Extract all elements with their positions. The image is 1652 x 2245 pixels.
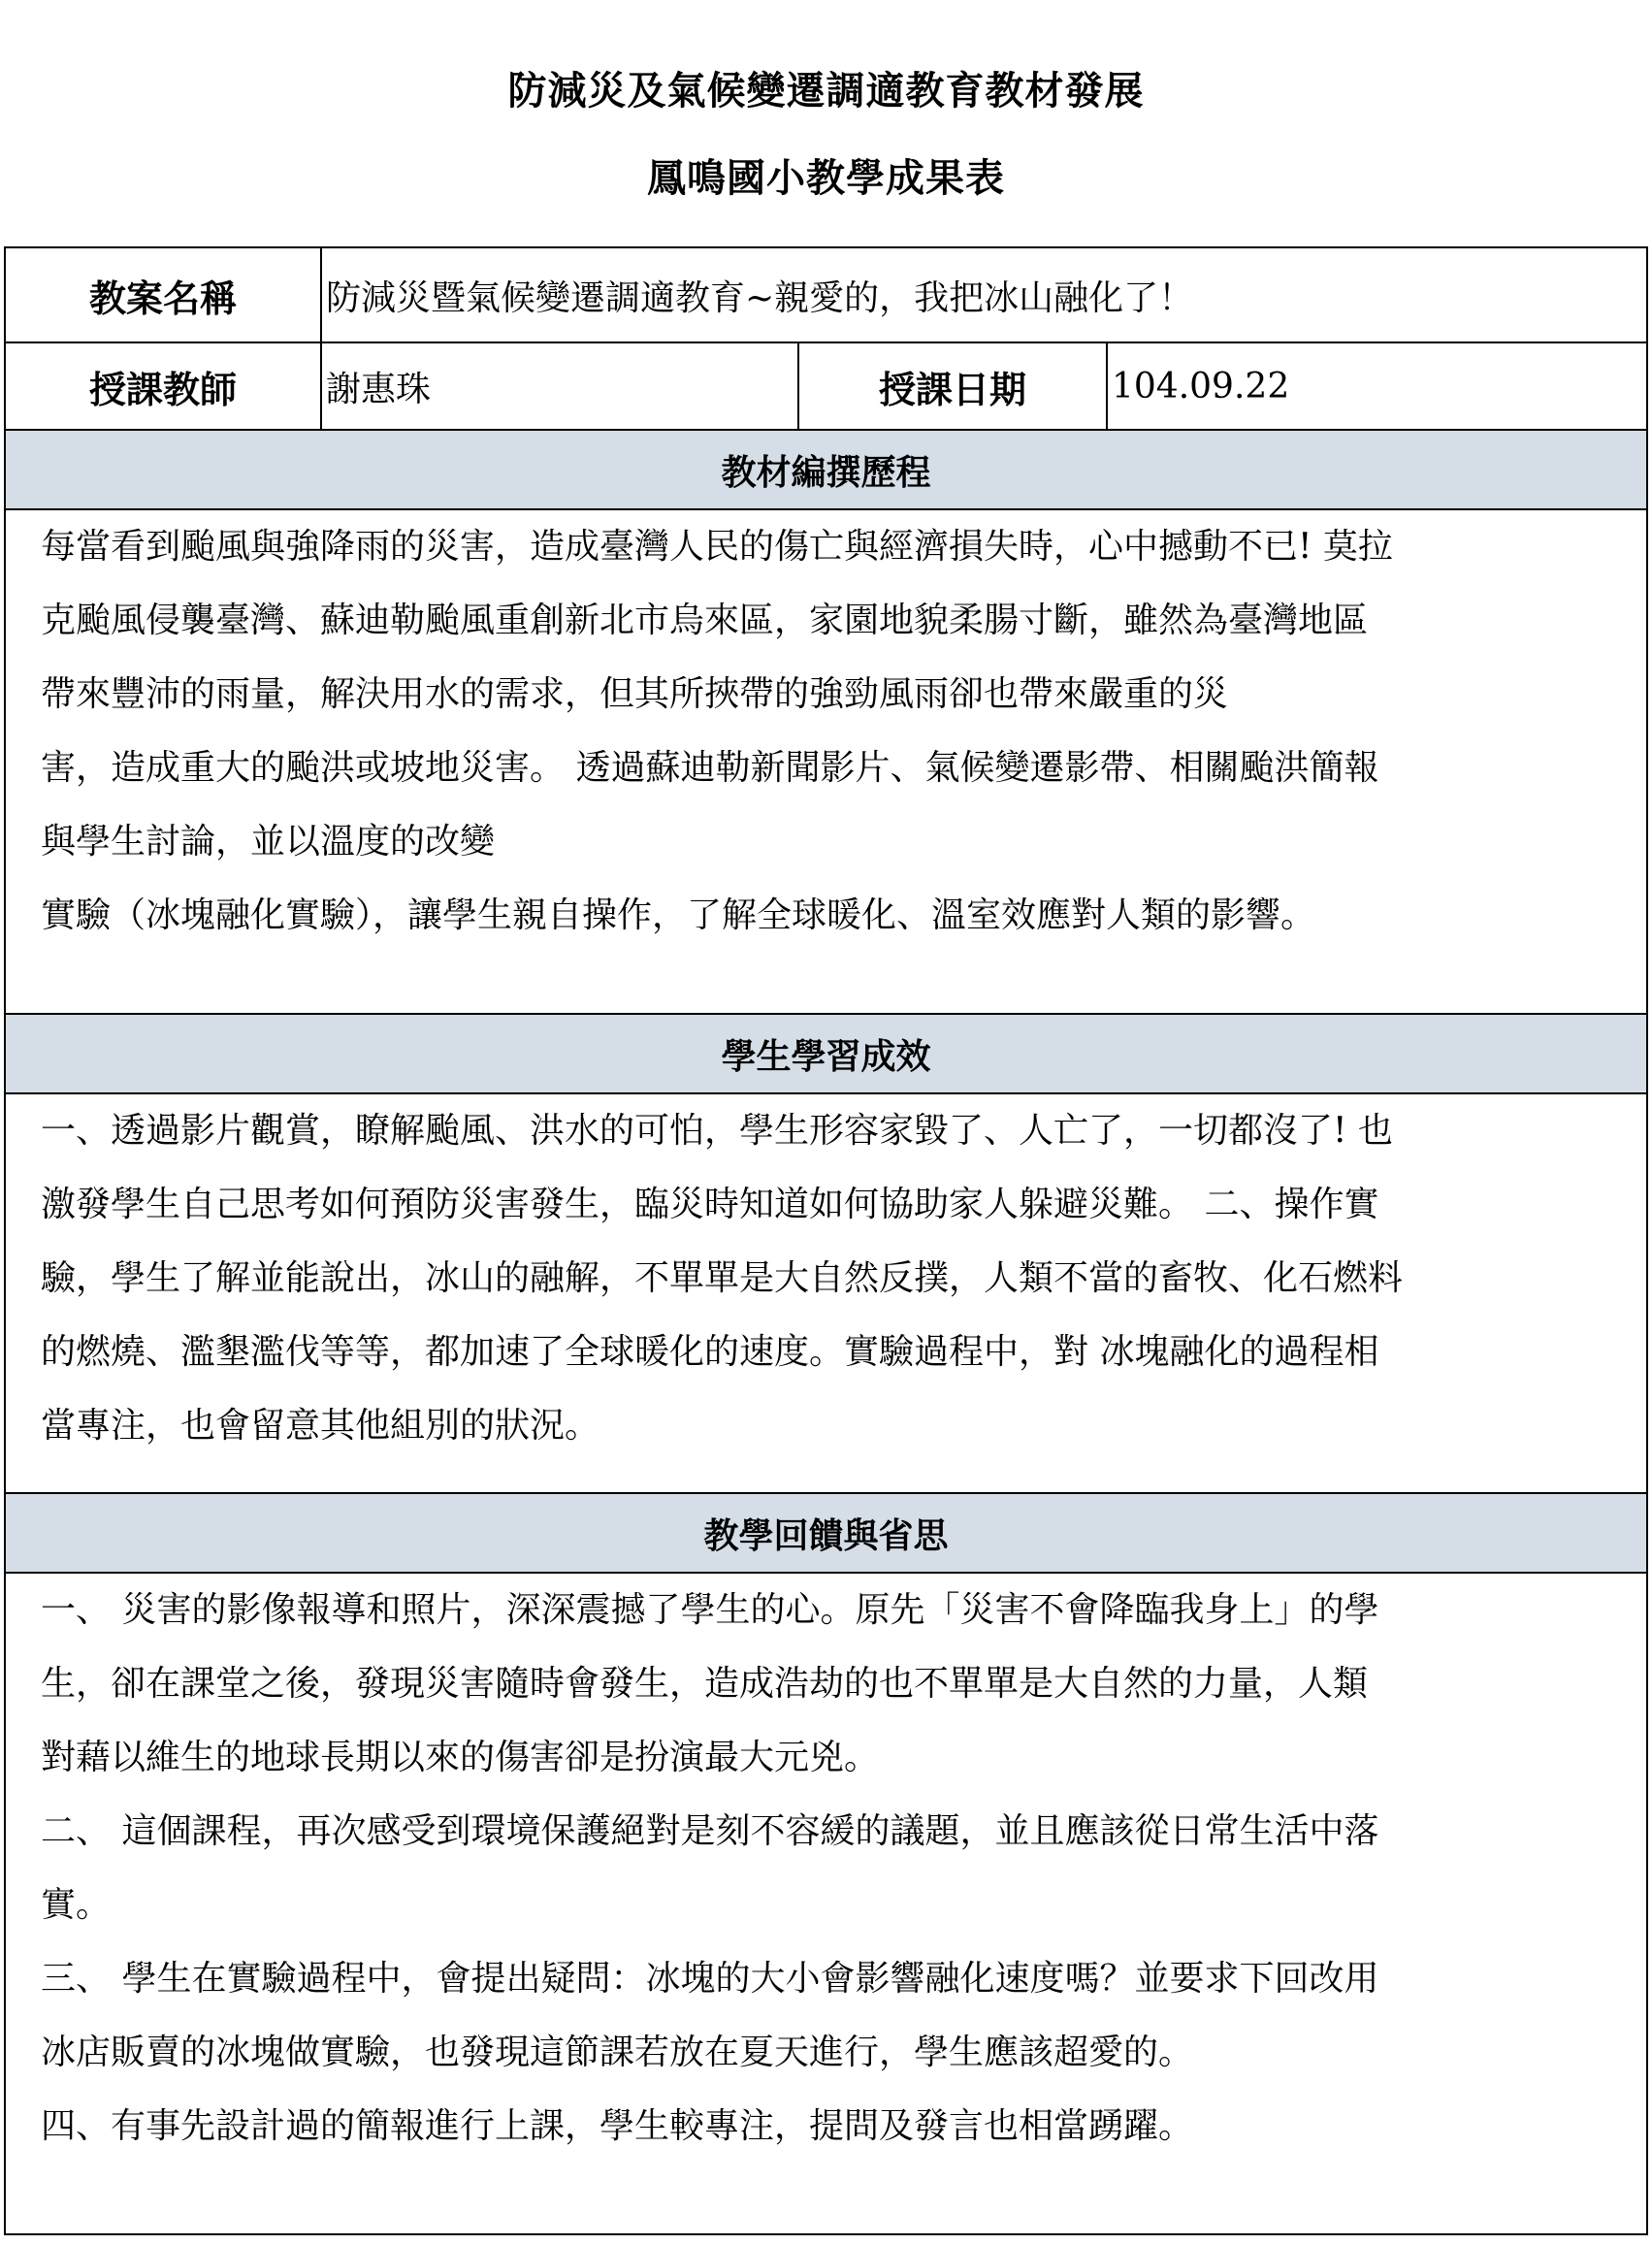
process-line: 與學生討論，並以溫度的改變 xyxy=(41,822,496,862)
process-line: 害，造成重大的颱洪或坡地災害。 透過蘇迪勒新聞影片、氣候變遷影帶、相關颱洪簡報 xyxy=(41,748,1379,788)
reflection-line: 二、 這個課程，再次感受到環境保護絕對是刻不容緩的議題，並且應該從日常生活中落 xyxy=(41,1811,1379,1851)
process-section-heading: 教材編撰歷程 xyxy=(5,430,1647,509)
reflection-line: 一、 災害的影像報導和照片，深深震撼了學生的心。原先「災害不會降臨我身上」的學 xyxy=(41,1590,1379,1630)
reflection-section-heading: 教學回饋與省思 xyxy=(5,1493,1647,1573)
outcomes-line: 激發學生自己思考如何預防災害發生，臨災時知道如何協助家人躲避災難。 二、操作實 xyxy=(41,1185,1379,1224)
document-subtitle: 鳳鳴國小教學成果表 xyxy=(647,155,1005,201)
reflection-line: 生，卻在課堂之後，發現災害隨時會發生，造成浩劫的也不單單是大自然的力量，人類 xyxy=(41,1664,1369,1704)
lesson-name-label: 教案名稱 xyxy=(5,247,321,342)
process-line: 實驗（冰塊融化實驗），讓學生親自操作，了解全球暖化、溫室效應對人類的影響。 xyxy=(41,895,1316,935)
process-line: 每當看到颱風與強降雨的災害，造成臺灣人民的傷亡與經濟損失時，心中撼動不已! 莫拉 xyxy=(41,527,1393,567)
reflection-line: 冰店販賣的冰塊做實驗，也發現這節課若放在夏天進行，學生應該超愛的。 xyxy=(41,2033,1194,2072)
process-section-body xyxy=(5,509,1647,1014)
outcomes-line: 的燃燒、濫墾濫伐等等，都加速了全球暖化的速度。實驗過程中，對 冰塊融化的過程相 xyxy=(41,1332,1379,1372)
reflection-line: 三、 學生在實驗過程中，會提出疑問：冰塊的大小會影響融化速度嗎？並要求下回改用 xyxy=(41,1959,1379,1999)
lesson-name-value: 防減災暨氣候變遷調適教育~親愛的，我把冰山融化了！ xyxy=(321,247,1647,342)
document-title: 防減災及氣候變遷調適教育教材發展 xyxy=(507,68,1145,114)
date-label: 授課日期 xyxy=(798,342,1107,430)
outcomes-line: 一、透過影片觀賞，瞭解颱風、洪水的可怕，學生形容家毀了、人亡了，一切都沒了! 也 xyxy=(41,1111,1393,1151)
date-value: 104.09.22 xyxy=(1107,342,1647,430)
lesson-row xyxy=(5,247,1647,342)
reflection-line: 四、有事先設計過的簡報進行上課，學生較專注，提問及發言也相當踴躍。 xyxy=(41,2106,1194,2146)
teacher-label: 授課教師 xyxy=(5,342,321,430)
outcomes-line: 當專注，也會留意其他組別的狀況。 xyxy=(41,1406,600,1446)
process-line: 克颱風侵襲臺灣、蘇迪勒颱風重創新北市烏來區，家園地貌柔腸寸斷，雖然為臺灣地區 xyxy=(41,601,1369,640)
process-line: 帶來豐沛的雨量，解決用水的需求，但其所挾帶的強勁風雨卻也帶來嚴重的災 xyxy=(41,674,1229,714)
reflection-line: 對藉以維生的地球長期以來的傷害卻是扮演最大元兇。 xyxy=(41,1738,880,1777)
reflection-section-body xyxy=(5,1573,1647,2234)
reflection-line: 實。 xyxy=(41,1885,112,1925)
outcomes-section-body xyxy=(5,1093,1647,1493)
teacher-value: 謝惠珠 xyxy=(321,342,798,430)
outcomes-line: 驗，學生了解並能說出，冰山的融解，不單單是大自然反撲，人類不當的畜牧、化石燃料 xyxy=(41,1258,1404,1298)
teaching-results-table xyxy=(4,246,1648,2235)
teacher-date-row xyxy=(5,342,1647,430)
outcomes-section-heading: 學生學習成效 xyxy=(5,1014,1647,1093)
